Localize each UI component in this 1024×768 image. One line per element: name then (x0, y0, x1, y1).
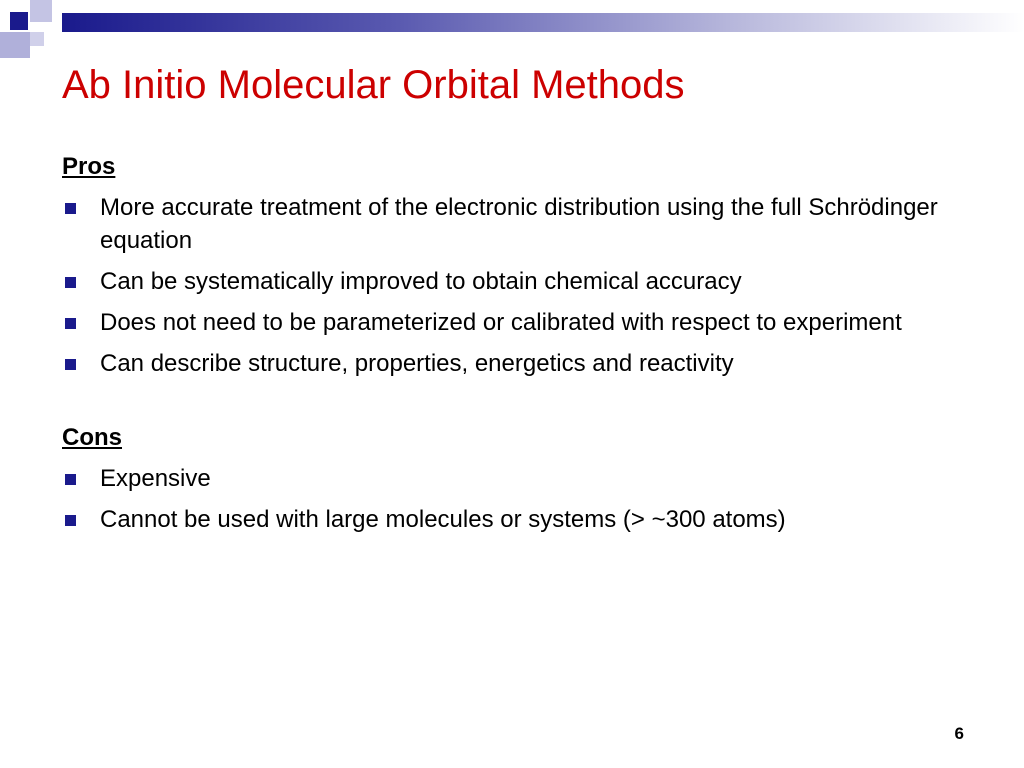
pros-list-item (62, 347, 962, 380)
section-spacer (62, 388, 962, 421)
corner-square-white (44, 22, 60, 38)
pros-item-text: Can be systematically improved to obtain chemical accuracy (100, 268, 742, 295)
cons-heading: Cons (62, 424, 122, 451)
cons-list-item (62, 503, 962, 536)
square-bullet-icon (65, 277, 76, 288)
pros-item-text: Can describe structure, properties, energetics and reactivity (100, 350, 734, 377)
square-bullet-icon (65, 515, 76, 526)
cons-item-text: Expensive (100, 465, 211, 492)
square-bullet-icon (65, 474, 76, 485)
pros-list-item (62, 265, 962, 298)
square-bullet-icon (65, 318, 76, 329)
pros-item-text: Does not need to be parameterized or calibrated with respect to experiment (100, 309, 902, 336)
header-gradient-bar (62, 13, 1024, 32)
corner-square-light (30, 32, 44, 46)
slide-title: Ab Initio Molecular Orbital Methods (62, 63, 685, 107)
square-bullet-icon (65, 359, 76, 370)
cons-list (62, 462, 962, 536)
pros-item-text: More accurate treatment of the electronic distribution using the full Schrödinger equation (100, 194, 938, 254)
slide-content (62, 150, 962, 544)
corner-square-dark (10, 12, 28, 30)
pros-list-item (62, 306, 962, 339)
square-bullet-icon (65, 203, 76, 214)
pros-list-item (62, 191, 962, 257)
pros-heading: Pros (62, 153, 116, 180)
corner-square-light (30, 0, 52, 22)
corner-square-light (0, 32, 30, 58)
cons-item-text: Cannot be used with large molecules or systems (> ~300 atoms) (100, 506, 786, 533)
pros-list (62, 191, 962, 380)
cons-list-item (62, 462, 962, 495)
page-number: 6 (954, 724, 964, 743)
